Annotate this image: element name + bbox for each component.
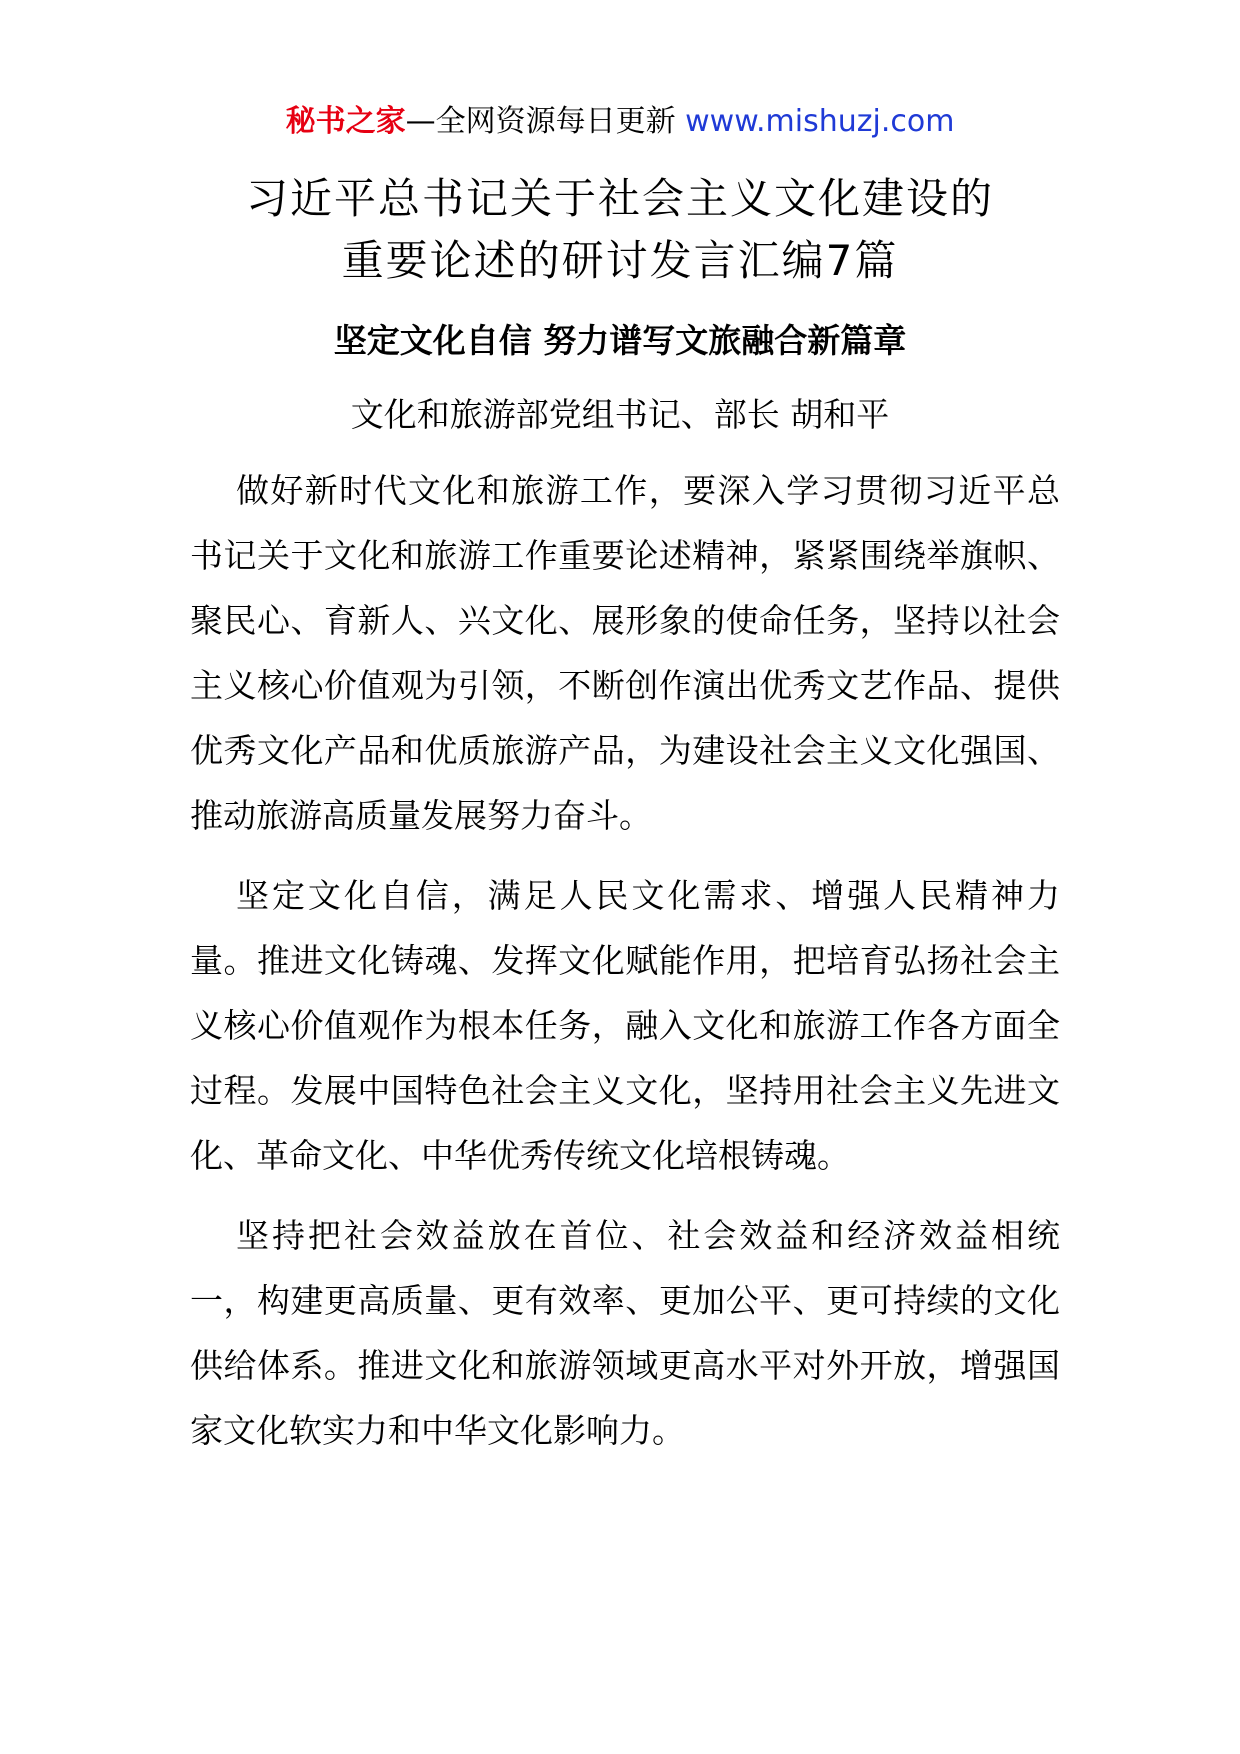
- article-body: [190, 458, 1060, 1478]
- site-tagline: —全网资源每日更新: [405, 104, 676, 139]
- site-header: [0, 100, 1240, 144]
- paragraph: 坚持把社会效益放在首位、社会效益和经济效益相统一，构建更高质量、更有效率、更加公平、更可持续的文化供给体系。推进文化和旅游领域更高水平对外开放，增强国家文化软实力和中华文化影响力。: [190, 1216, 1060, 1450]
- article-author: 文化和旅游部党组书记、部长 胡和平: [350, 395, 890, 434]
- article-subtitle: 坚定文化自信 努力谱写文旅融合新篇章: [333, 321, 907, 360]
- title-line-1: 习近平总书记关于社会主义文化建设的: [245, 174, 994, 223]
- paragraph: 坚定文化自信，满足人民文化需求、增强人民精神力量。推进文化铸魂、发挥文化赋能作用，把培育弘扬社会主义核心价值观作为根本任务，融入文化和旅游工作各方面全过程。发展中国特色社会主义文化，坚持用社会主义先进文化、革命文化、中华优秀传统文化培根铸魂。: [190, 876, 1060, 1175]
- brand-name: 秘书之家: [285, 104, 406, 139]
- title-line-2: 重要论述的研讨发言汇编7篇: [341, 236, 899, 285]
- site-url-link[interactable]: www.mishuzj.com: [685, 104, 955, 139]
- paragraph: 做好新时代文化和旅游工作，要深入学习贯彻习近平总书记关于文化和旅游工作重要论述精神，紧紧围绕举旗帜、聚民心、育新人、兴文化、展形象的使命任务，坚持以社会主义核心价值观为引领，不断创作演出优秀文艺作品、提供优秀文化产品和优质旅游产品，为建设社会主义文化强国、推动旅游高质量发展努力奋斗。: [190, 471, 1060, 835]
- document-title: [140, 168, 1100, 292]
